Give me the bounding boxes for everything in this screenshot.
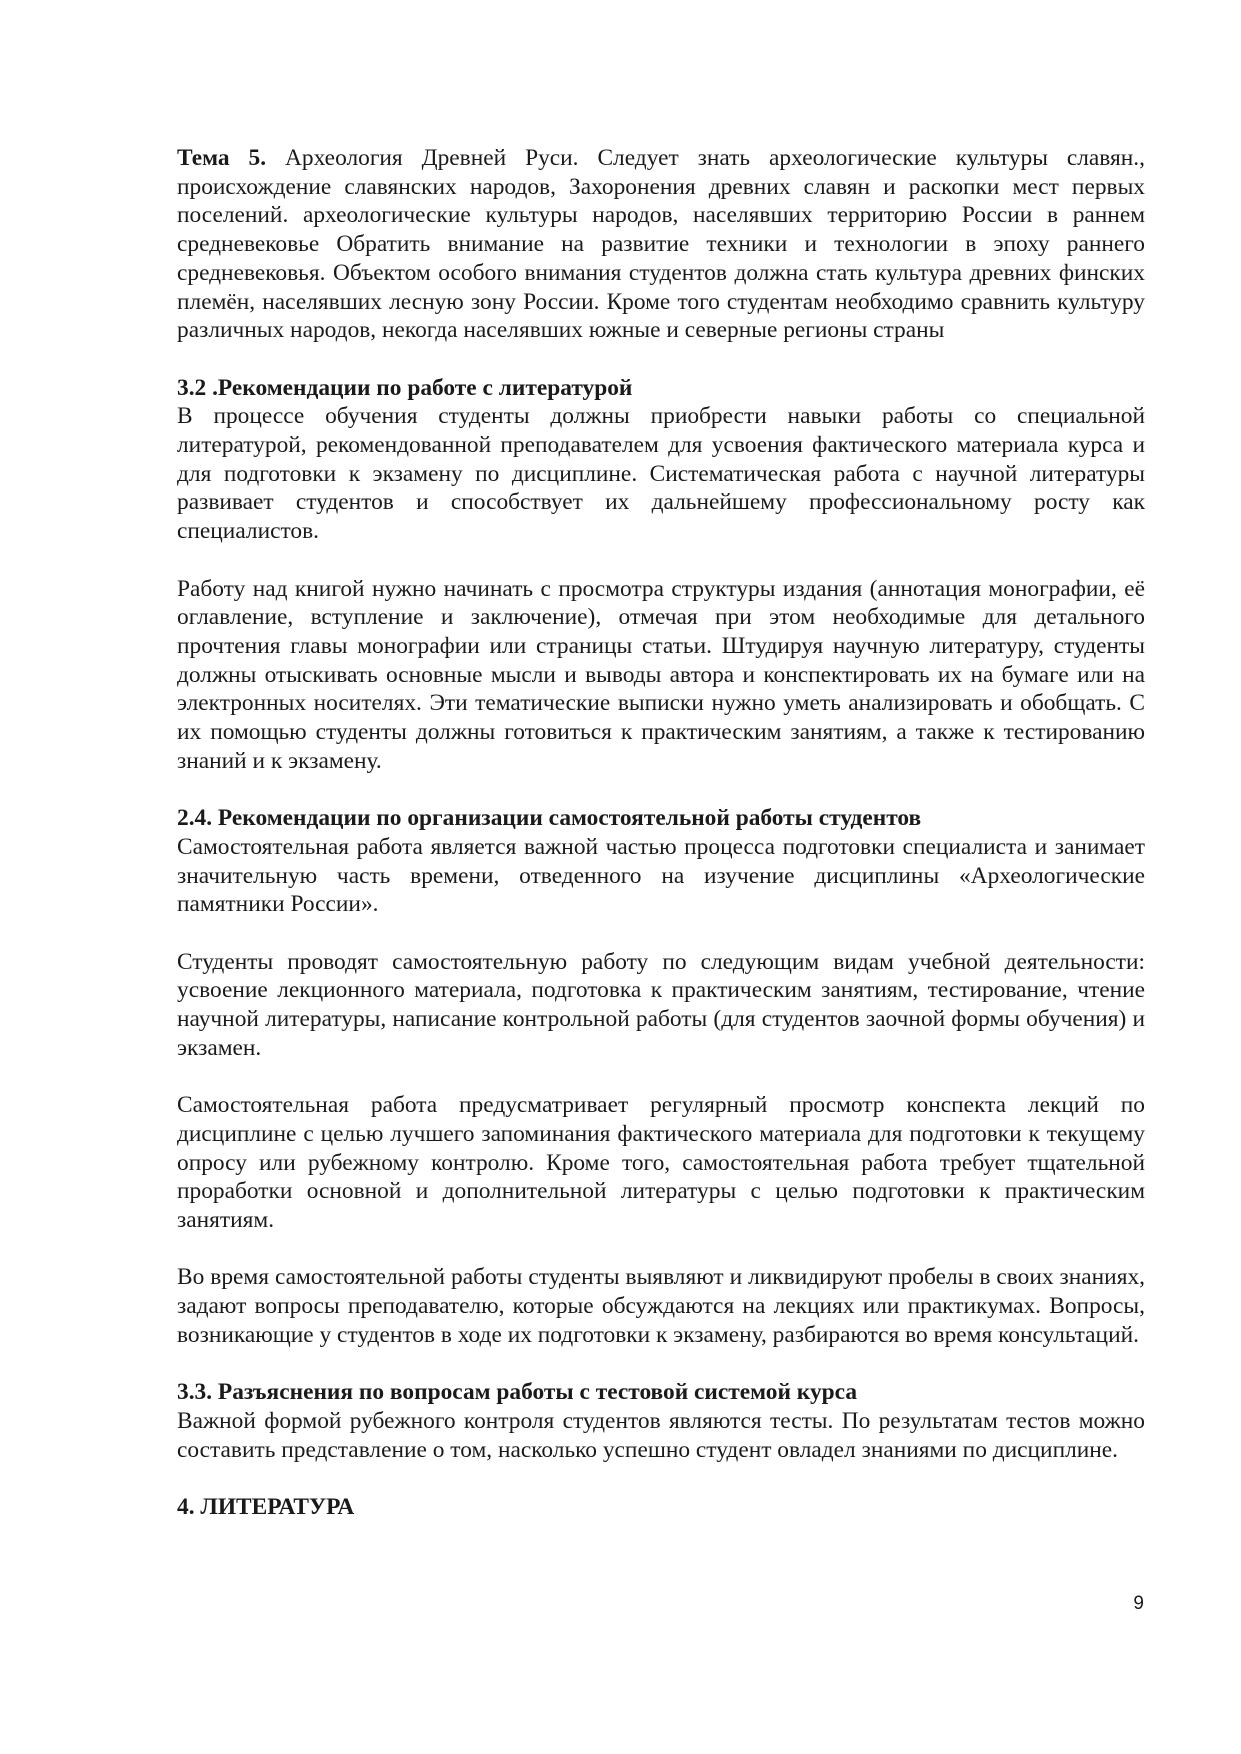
section-2-4-paragraph-4: Во время самостоятельной работы студенты выявляют и ликвидируют пробелы в своих знаниях, задают вопросы преподавателю, которые обсуждаются на лекциях или практикумах. Вопросы, возникающие у студентов в ходе их подготовки к экзамену, разбираются во время консультаций.	[177, 1264, 1145, 1348]
section-3-2-paragraph-1: В процессе обучения студенты должны приобрести навыки работы со специальной литературой, рекомендованной преподавателем для усвоения фактического материала курса и для подготовки к экзамену по дисциплине. Систематическая работа с научной литературы развивает студентов и способствует их дальнейшему профессиональному росту как специалистов.	[177, 403, 1145, 545]
spacer	[177, 1464, 1145, 1493]
section-3-2-paragraph-2: Работу над книгой нужно начинать с просмотра структуры издания (аннотация монографии, её оглавление, вступление и заключение), отмечая при этом необходимые для детального прочтения главы монографии или страницы статьи. Штудируя научную литературу, студенты должны отыскивать основные мысли и выводы автора и конспектировать их на бумаге или на электронных носителях. Эти тематические выписки нужно уметь анализировать и обобщать. С их помощью студенты должны готовиться к практическим занятиям, а также к тестированию знаний и к экзамену.	[177, 575, 1145, 774]
spacer	[177, 1235, 1145, 1264]
spacer	[177, 1062, 1145, 1091]
spacer	[177, 775, 1145, 804]
section-2-4-heading: 2.4. Рекомендации по организации самостоятельной работы студентов	[177, 805, 922, 832]
spacer	[177, 919, 1145, 948]
section-2-4-paragraph-3: Самостоятельная работа предусматривает регулярный просмотр конспекта лекций по дисциплине с целью лучшего запоминания фактического материала для подготовки к текущему опросу или рубежному контролю. Кроме того, самостоятельная работа требует тщательной проработки основной и дополнительной литературы с целью подготовки к практическим занятиям.	[177, 1092, 1145, 1233]
section-3-3-paragraph-1: Важной формой рубежного контроля студентов являются тесты. По результатам тестов можно составить представление о том, насколько успешно студент овладел знаниями по дисциплине.	[177, 1407, 1145, 1463]
section-2-4-paragraph-2: Студенты проводят самостоятельную работу по следующим видам учебной деятельности: усвоение лекционного материала, подготовка к практическим занятиям, тестирование, чтение научной литературы, написание контрольной работы (для студентов заочной формы обучения) и экзамен.	[177, 948, 1145, 1061]
page-number: 9	[1133, 1593, 1144, 1614]
spacer	[177, 1349, 1145, 1378]
section-4-heading: 4. ЛИТЕРАТУРА	[177, 1493, 355, 1520]
topic-5-label: Тема 5.	[177, 145, 267, 171]
topic-5-text: Археология Древней Руси. Следует знать археологические культуры славян., происхождение славянских народов, Захоронения древних славян и раскопки мест первых поселений. археологические культуры народов, населявших территорию России в раннем средневековье Обратить внимание на развитие техники и технологии в эпоху раннего средневековья. Объектом особого внимания студентов должна стать культура древних финских племён, населявших лесную зону России. Кроме того студентам необходимо сравнить культуру различных народов, некогда населявших южные и северные регионы страны	[177, 145, 1146, 344]
section-3-2-heading: 3.2 .Рекомендации по работе с литературой	[177, 374, 633, 401]
section-3-3-heading: 3.3. Разъяснения по вопросам работы с тестовой системой курса	[177, 1379, 858, 1406]
page-content	[177, 144, 1145, 1522]
topic-5-paragraph	[177, 144, 1145, 345]
section-2-4-paragraph-1: Самостоятельная работа является важной частью процесса подготовки специалиста и занимает значительную часть времени, отведенного на изучение дисциплины «Археологические памятники России».	[177, 833, 1145, 918]
spacer	[177, 345, 1145, 374]
spacer	[177, 546, 1145, 575]
